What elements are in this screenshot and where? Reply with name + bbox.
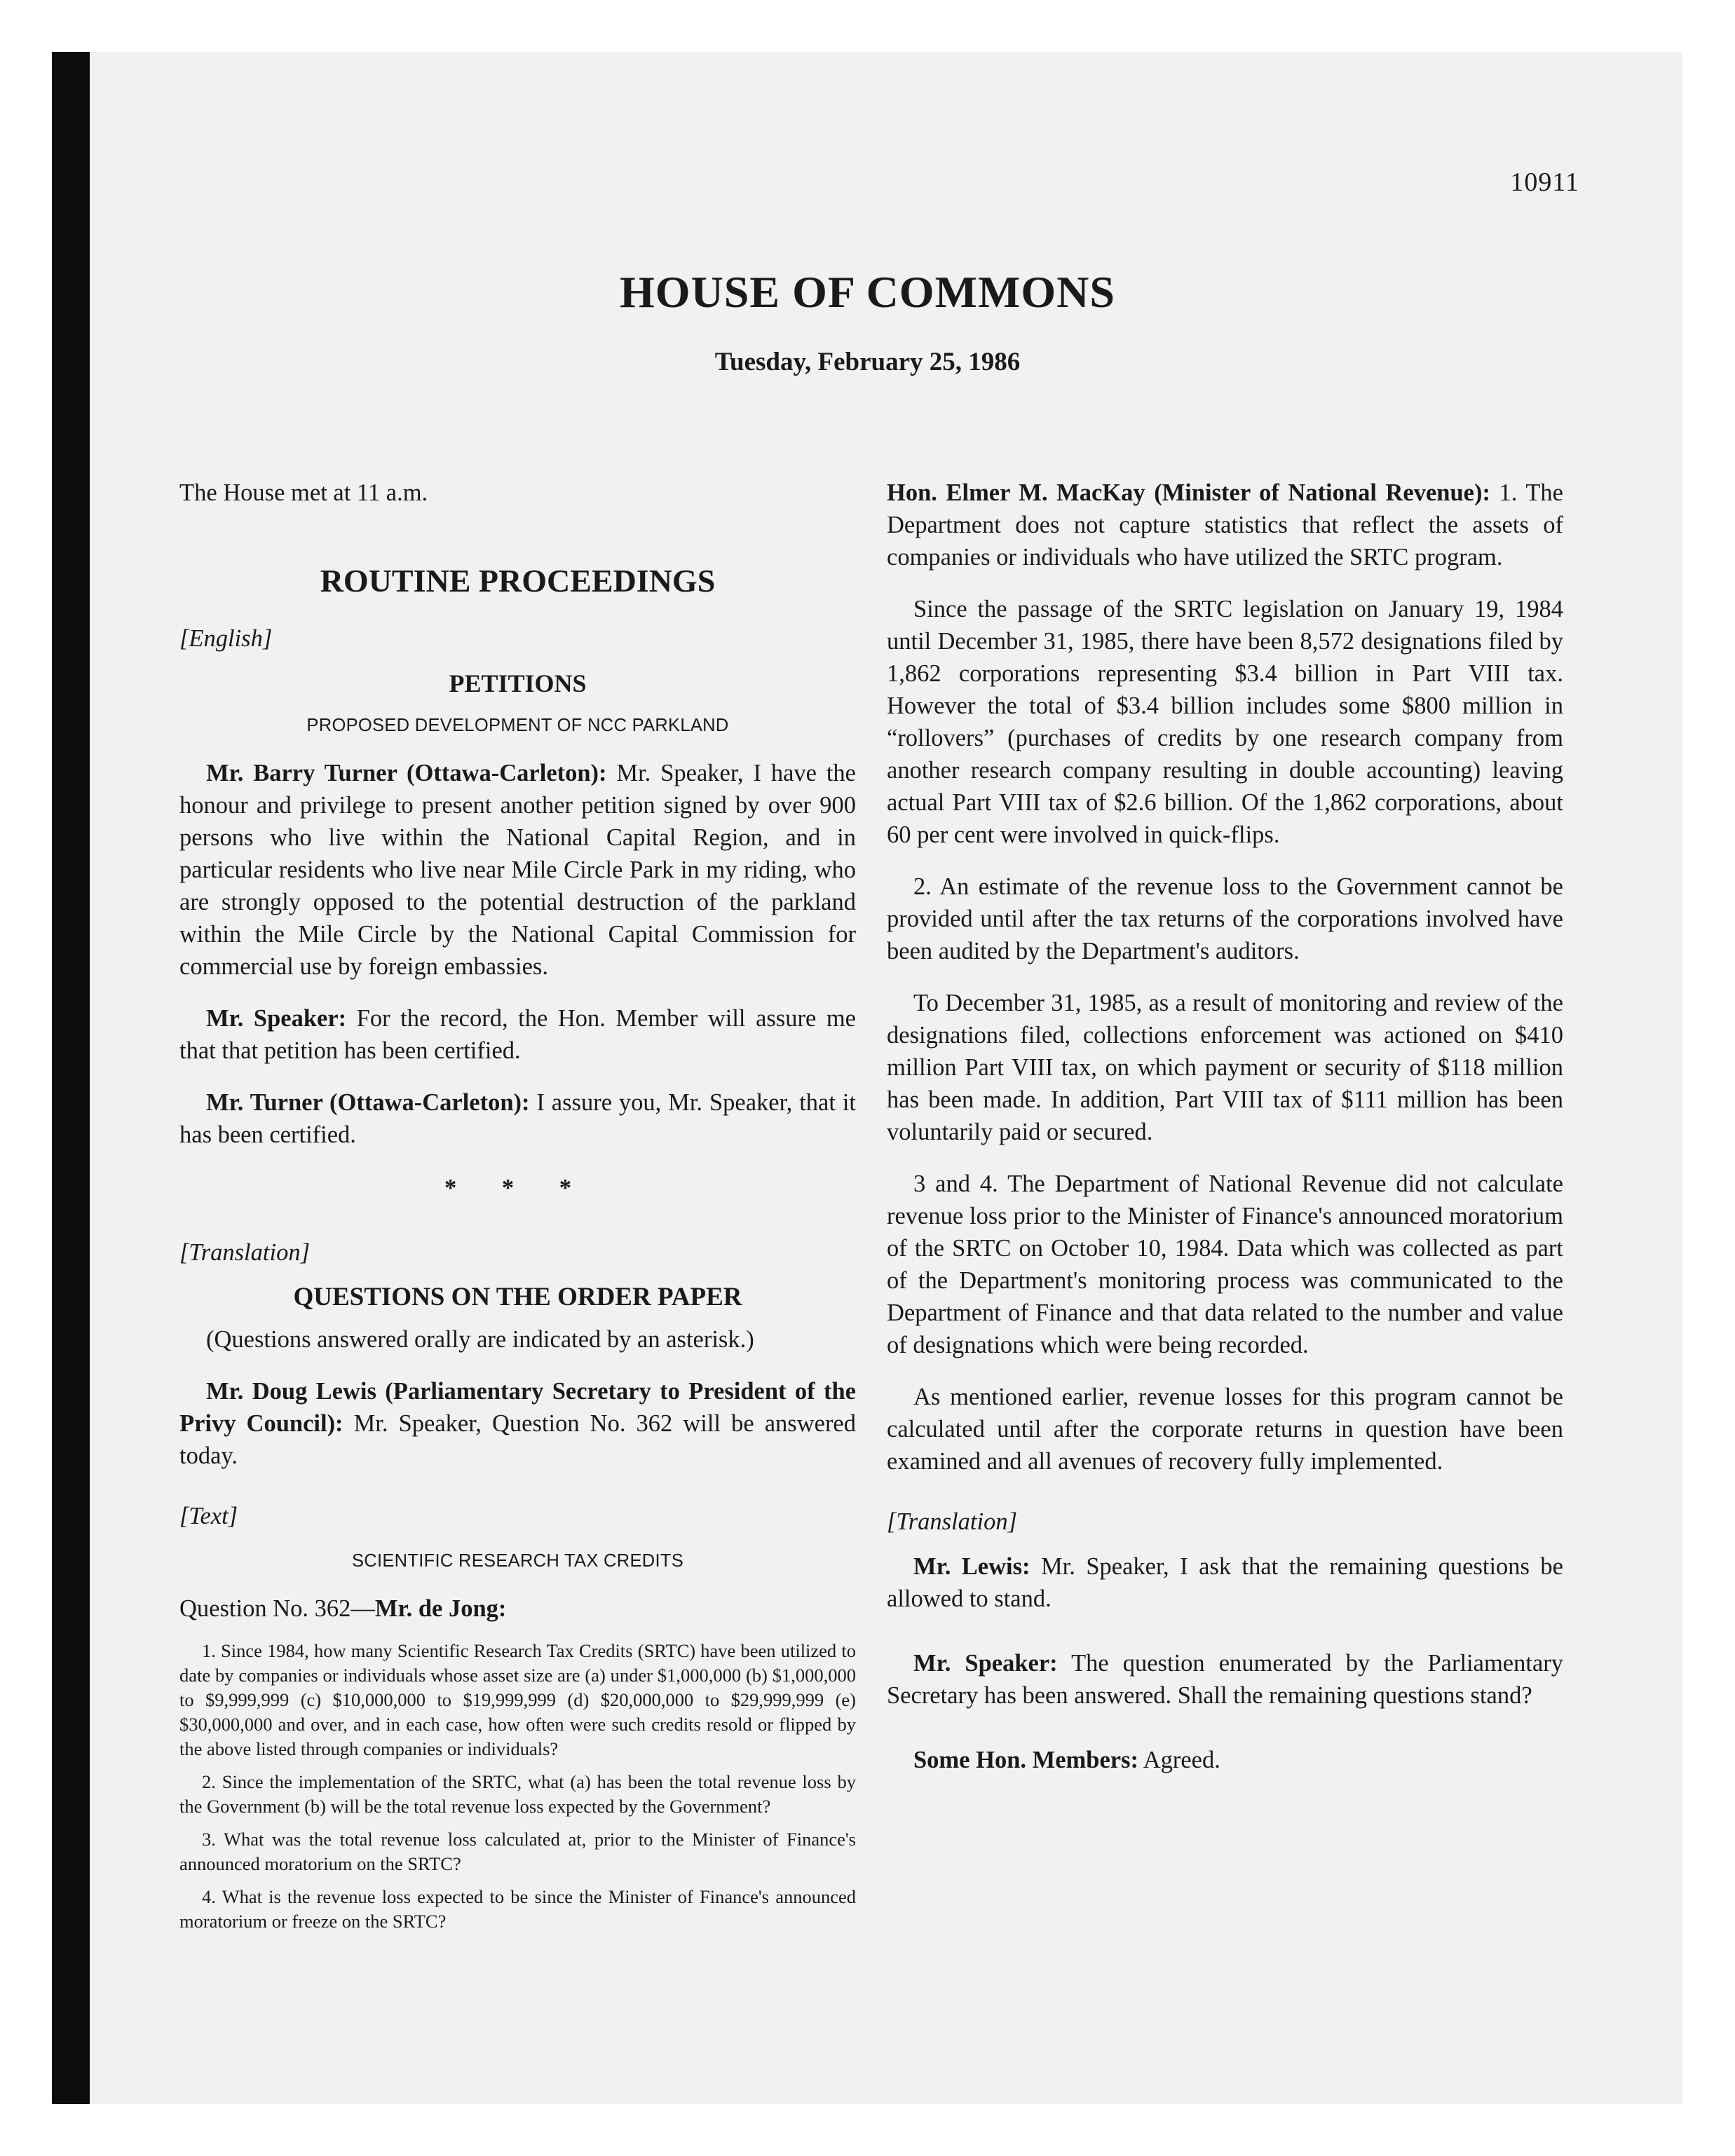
question-number: Question No. 362— [179, 1595, 375, 1622]
turner-statement [179, 757, 856, 983]
speaker-name: Mr. Doug Lewis (Parliamentary Secretary to President of the Privy Council): [179, 1378, 856, 1437]
petition-topic: PROPOSED DEVELOPMENT OF NCC PARKLAND [306, 716, 729, 735]
question-member: Mr. de Jong: [374, 1595, 507, 1622]
speaker-name: Some Hon. Members: [913, 1747, 1138, 1773]
speaker-name: Mr. Speaker: [206, 1005, 347, 1032]
questions-heading: QUESTIONS ON THE ORDER PAPER [293, 1283, 742, 1311]
speaker-statement [179, 1002, 856, 1067]
question-part-3: 3. What was the total revenue loss calculated at, prior to the Minister of Finance's announced moratorium on the SRTC? [179, 1829, 856, 1874]
statement-text: I assure you, Mr. Speaker, that it has been certified. [179, 1089, 856, 1148]
petitions-heading: PETITIONS [449, 669, 587, 697]
question-part-1: 1. Since 1984, how many Scientific Research Tax Credits (SRTC) have been utilized to date by companies or individuals whose asset size are (a) under $1,000,000 (b) $1,000,000 to $9,999,999 (c) $10,000,000 to $19,999,999 (d) $20,000,000 to $29,999,999 (e) $30,000,000 and over, and in each case, how often were such credits resold or flipped by the above listed through companies or individuals? [179, 1640, 856, 1759]
language-tag-translation: [Translation] [179, 1239, 310, 1266]
page-number: 10911 [1510, 168, 1579, 197]
statement-text: For the record, the Hon. Member will assure me that that petition has been certified. [179, 1005, 856, 1064]
speaker-name: Mr. Lewis: [913, 1553, 1030, 1580]
mackay-answer [887, 477, 1563, 573]
section-separator: * * * [444, 1175, 591, 1201]
speaker-name: Mr. Speaker: [913, 1650, 1058, 1677]
question-part-2: 2. Since the implementation of the SRTC, what (a) has been the total revenue loss by the Government (b) will be the total revenue loss expected by the Government? [179, 1771, 856, 1817]
statement-text: 1. The Department does not capture statistics that reflect the assets of companies or individuals who have utilized the SRTC program. [887, 479, 1563, 571]
answer-paragraph-3: 2. An estimate of the revenue loss to the Government cannot be provided until after the tax returns of the corporations involved have been audited by the Department's auditors. [887, 873, 1563, 964]
language-tag-english: [English] [179, 625, 273, 652]
right-column [887, 470, 1563, 1796]
lewis-statement [179, 1375, 856, 1472]
answer-paragraph-4: To December 31, 1985, as a result of monitoring and review of the designations filed, collections enforcement was actioned on $410 million Part VIII tax, on which payment or security of $118 million has been made. In addition, Part VIII tax of $111 million has been voluntarily paid or secured. [887, 990, 1563, 1145]
turner-reply [179, 1086, 856, 1151]
answer-paragraph-5: 3 and 4. The Department of National Revenue did not calculate revenue loss prior to the Minister of Finance's announced moratorium of the SRTC on October 10, 1984. Data which was collected as part of the Department's monitoring process was communicated to the Department of Finance and that data related to the number and value of designations which were being recorded. [887, 1171, 1563, 1358]
speaker-name: Mr. Barry Turner (Ottawa-Carleton): [206, 760, 607, 786]
srtc-topic: SCIENTIFIC RESEARCH TAX CREDITS [351, 1551, 684, 1571]
statement-text: The question enumerated by the Parliamentary Secretary has been answered. Shall the remaining questions stand? [887, 1650, 1563, 1709]
statement-text: Mr. Speaker, I ask that the remaining questions be allowed to stand. [887, 1553, 1563, 1612]
lewis-request [887, 1550, 1563, 1615]
answer-paragraph-6: As mentioned earlier, revenue losses for this program cannot be calculated until after the corporate returns in question have been examined and all avenues of recovery fully implemented. [887, 1384, 1563, 1475]
members-response [887, 1744, 1563, 1776]
speaker-name: Hon. Elmer M. MacKay (Minister of National Revenue): [887, 479, 1490, 506]
sitting-date: Tuesday, February 25, 1986 [714, 348, 1021, 376]
answer-paragraph-2: Since the passage of the SRTC legislation on January 19, 1984 until December 31, 1985, there have been 8,572 designations filed by 1,862 corporations representing $3.4 billion in Part VIII tax. However the total of $3.4 billion includes some $800 million in “rollovers” (purchases of credits by one research company from another research company resulting in double accounting) leaving actual Part VIII tax of $2.6 billion. Of the 1,862 corporations, about 60 per cent were involved in quick-flips. [887, 596, 1563, 848]
question-header [179, 1592, 856, 1625]
statement-text: Mr. Speaker, Question No. 362 will be answered today. [179, 1410, 856, 1469]
language-tag-translation: [Translation] [887, 1508, 1017, 1535]
questions-note: (Questions answered orally are indicated by an asterisk.) [206, 1326, 754, 1353]
house-met-line: The House met at 11 a.m. [179, 479, 428, 506]
left-column [179, 470, 856, 1942]
statement-text: Agreed. [1138, 1747, 1220, 1773]
routine-proceedings-heading: ROUTINE PROCEEDINGS [320, 563, 716, 599]
language-tag-text: [Text] [179, 1503, 238, 1529]
speaker-name: Mr. Turner (Ottawa-Carleton): [206, 1089, 530, 1116]
masthead-title: HOUSE OF COMMONS [620, 267, 1115, 317]
statement-text: Mr. Speaker, I have the honour and privilege to present another petition signed by over 900 persons who live within the National Capital Region, and in particular residents who live near Mile Circle Park in my riding, who are strongly opposed to the potential destruction of the parkland within the Mile Circle by the National Capital Commission for commercial use by foreign embassies. [179, 760, 856, 980]
speaker-question [887, 1647, 1563, 1712]
question-part-4: 4. What is the revenue loss expected to be since the Minister of Finance's announced moratorium or freeze on the SRTC? [179, 1886, 856, 1932]
